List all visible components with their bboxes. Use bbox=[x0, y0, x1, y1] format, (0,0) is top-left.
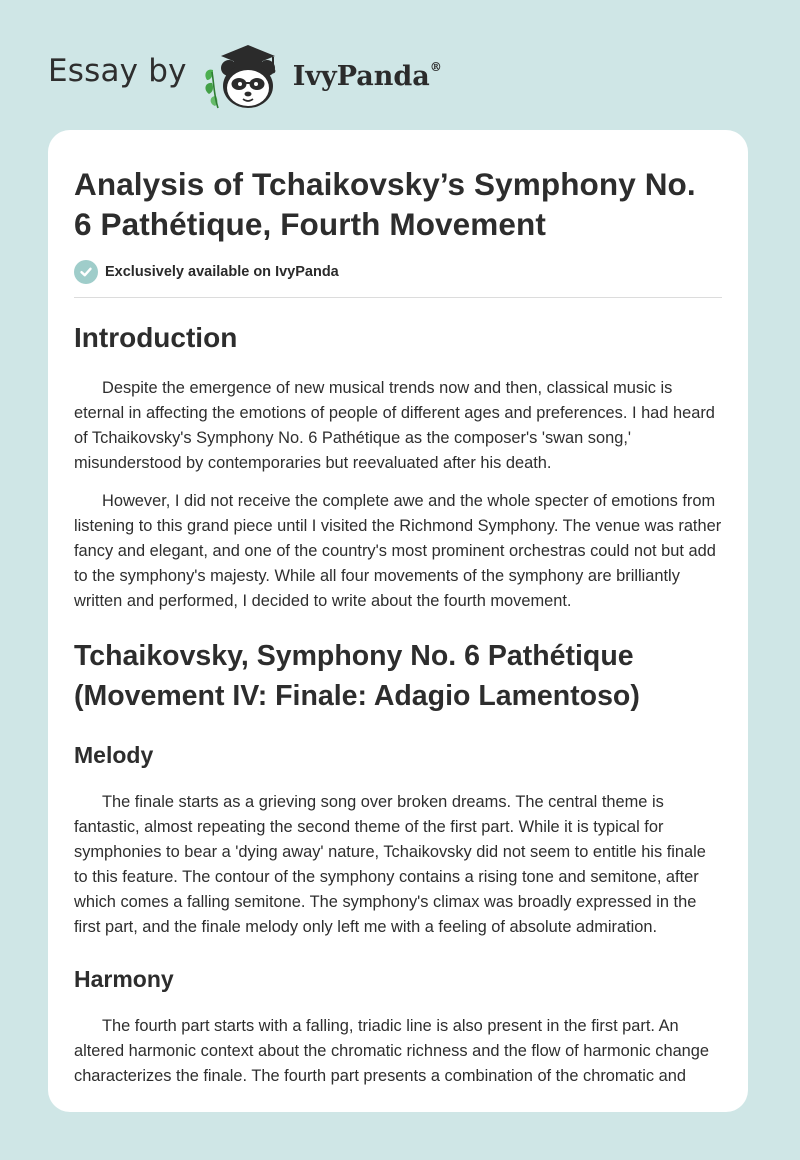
brand-prefix: Essay by bbox=[48, 53, 187, 89]
intro-heading: Introduction bbox=[74, 322, 238, 353]
exclusive-badge bbox=[74, 260, 722, 298]
movement-heading: Tchaikovsky, Symphony No. 6 Pathétique (Movement IV: Finale: Adagio Lamentoso) bbox=[74, 640, 640, 712]
melody-paragraph: The finale starts as a grieving song over broken dreams. The central theme is fantastic, almost repeating the second theme of the first part. While it is typical for symphonies to bear a 'dying away' nature, Tchaikovsky did not seem to entitle his finale to this feature. The contour of the symphony contains a rising tone and semitone, after which comes a falling semitone. The symphony's climax was broadly expressed in the first part, and the finale melody only left me with a feeling of absolute admiration. bbox=[74, 793, 706, 936]
brand-name: IvyPanda® bbox=[292, 59, 442, 92]
intro-paragraph-2: However, I did not receive the complete awe and the whole specter of emotions from listening to this grand piece until I visited the Richmond Symphony. The venue was rather fancy and elegant, and one of the country's most prominent orchestras could not but add to the symphony's majesty. While all four movements of the symphony are brilliantly written and performed, I decided to write about the fourth movement. bbox=[74, 492, 722, 610]
check-icon bbox=[74, 260, 98, 284]
essay-card bbox=[48, 130, 748, 1112]
intro-paragraph-1: Despite the emergence of new musical trends now and then, classical music is eternal in affecting the emotions of people of different ages and preferences. I had heard of Tchaikovsky's Symphony No. 6 Pathétique as the composer's 'swan song,' misunderstood by contemporaries but reevaluated after his death. bbox=[74, 379, 715, 472]
melody-heading: Melody bbox=[74, 742, 154, 768]
registered-mark: ® bbox=[429, 59, 442, 74]
site-brand[interactable] bbox=[48, 34, 442, 114]
harmony-paragraph: The fourth part starts with a falling, triadic line is also present in the first part. An altered harmonic context about the chromatic richness and the flow of harmonic change characterizes the finale. The fourth part presents a combination of the chromatic and bbox=[74, 1017, 710, 1085]
panda-graduate-icon bbox=[201, 36, 289, 112]
exclusive-label: Exclusively available on IvyPanda bbox=[105, 264, 339, 280]
essay-title: Analysis of Tchaikovsky’s Symphony No. 6 Pathétique, Fourth Movement bbox=[74, 166, 696, 242]
harmony-heading: Harmony bbox=[74, 966, 174, 992]
